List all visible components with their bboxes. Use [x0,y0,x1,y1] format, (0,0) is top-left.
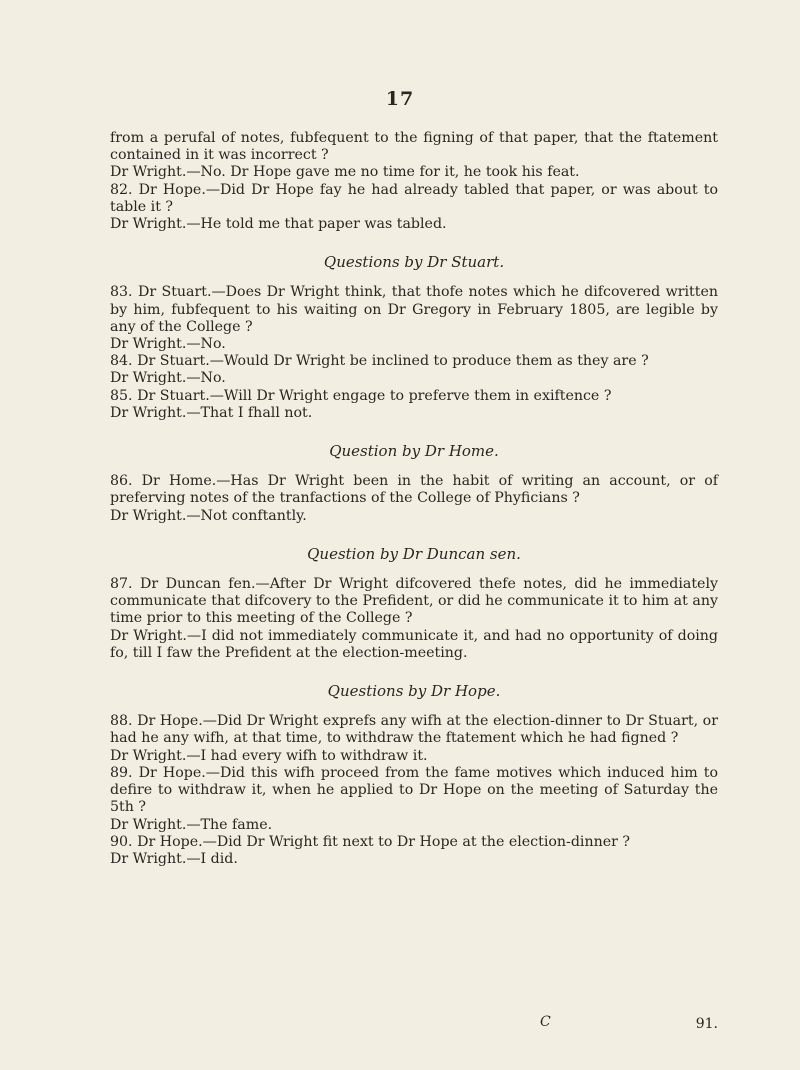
paragraph: Dr Wright.—I did. [110,850,238,867]
paragraph: Dr Wright.—That I fhall not. [110,404,313,421]
paragraph: Dr Wright.—No. Dr Hope gave me no time for it, he took his feat. [110,164,580,181]
paragraph: 83. Dr Stuart.—Does Dr Wright think, that thofe notes which he difcovered written by him, fubfequent to his waiting on Dr Gregory in February 1805, are legible by any of the College ? [110,284,718,335]
signature-mark: C [540,1014,551,1030]
section-heading: Questions by Dr Stuart. [323,253,505,272]
paragraph: Dr Wright.—The fame. [110,816,273,833]
paragraph: 89. Dr Hope.—Did this wifh proceed from the fame motives which induced him to defire to withdraw it, when he applied to Dr Hope on the meeting of Saturday the 5th ? [110,764,718,816]
paragraph: Dr Wright.—No. [110,336,226,353]
paragraph: 87. Dr Duncan fen.—After Dr Wright difcovered thefe notes, did he immediately communicate that difcovery to the Prefident, or did he communicate it to him at any time prior to this meeting of the College ? [110,576,718,627]
paragraph: from a perufal of notes, fubfequent to the figning of that paper, that the ftatement contained in it was incorrect ? [110,130,718,164]
page-number: 17 [385,88,415,110]
catchword: 91. [695,1016,718,1032]
paragraph: Dr Wright.—He told me that paper was tabled. [110,216,447,233]
paragraph: 82. Dr Hope.—Did Dr Hope fay he had already tabled that paper, or was about to table it ? [110,181,718,215]
body-text [110,130,718,868]
section-heading: Question by Dr Home. [329,442,499,461]
paragraph: 90. Dr Hope.—Did Dr Wright fit next to Dr Hope at the election-dinner ? [110,833,631,850]
paragraph: Dr Wright.—I had every wifh to withdraw it. [110,747,428,764]
paragraph: 86. Dr Home.—Has Dr Wright been in the habit of writing an account, or of preferving notes of the tranfactions of the College of Phyficians ? [110,473,718,507]
section-heading: Questions by Dr Hope. [327,682,501,701]
section-heading: Question by Dr Duncan sen. [307,544,521,563]
paragraph: 88. Dr Hope.—Did Dr Wright exprefs any wifh at the election-dinner to Dr Stuart, or had he any wifh, at that time, to withdraw the ftatement which he had figned ? [110,713,718,747]
paragraph: 85. Dr Stuart.—Will Dr Wright engage to preferve them in exiftence ? [110,387,612,404]
paragraph: Dr Wright.—I did not immediately communicate it, and had no opportunity of doing fo, till I faw the Prefident at the election-meeting. [110,627,718,661]
paragraph: 84. Dr Stuart.—Would Dr Wright be inclined to produce them as they are ? [110,353,649,370]
paragraph: Dr Wright.—No. [110,370,226,387]
paragraph: Dr Wright.—Not conftantly. [110,507,307,524]
